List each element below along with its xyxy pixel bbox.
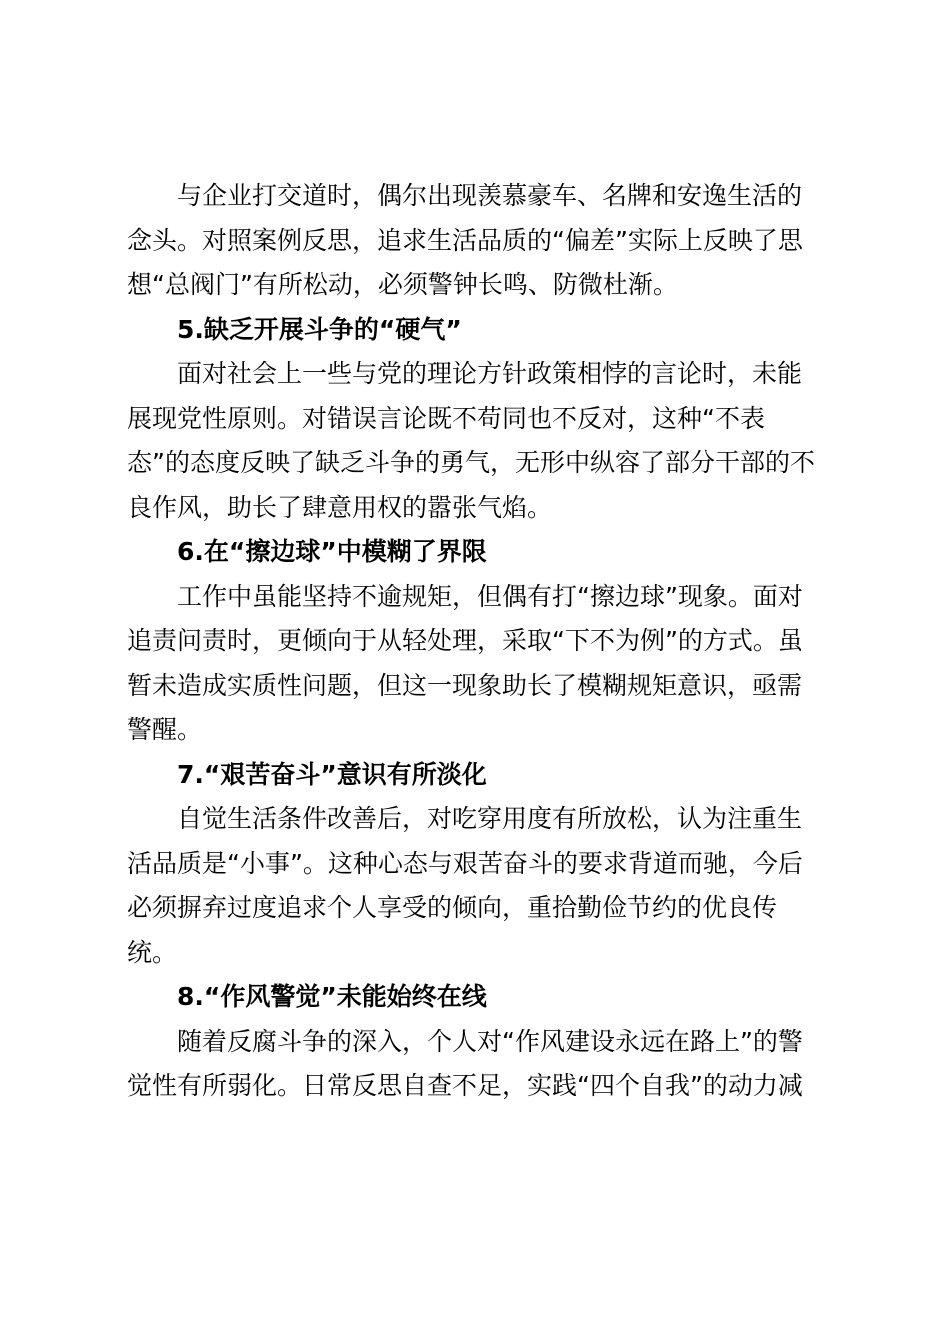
- paragraph-section-6: [127, 575, 827, 753]
- paragraph-intro: [127, 174, 827, 308]
- paragraph-section-7: [127, 797, 827, 975]
- paragraph-section-5: [127, 352, 827, 530]
- text-line: 追责问责时，更倾向于从轻处理，采取“下不为例”的方式。虽: [127, 626, 803, 655]
- section-heading-8: 8.“作风警觉”未能始终在线: [177, 982, 487, 1011]
- document-page: [127, 174, 827, 1109]
- text-line: 活品质是“小事”。这种心态与艰苦奋斗的要求背道而驰，今后: [127, 848, 803, 878]
- text-line: 念头。对照案例反思，追求生活品质的“偏差”实际上反映了思: [127, 225, 803, 255]
- text-line: 自觉生活条件改善后，对吃穿用度有所放松，认为注重生: [177, 804, 803, 833]
- text-line: 警醒。: [127, 715, 203, 744]
- section-heading-7: 7.“艰苦奋斗”意识有所淡化: [177, 759, 487, 789]
- text-line: 展现党性原则。对错误言论既不苟同也不反对，这种“不表: [127, 403, 765, 433]
- text-line: 想“总阀门”有所松动，必须警钟长鸣、防微杜渐。: [127, 270, 678, 299]
- paragraph-section-8: [127, 1020, 827, 1109]
- text-line: 良作风，助长了肆意用权的嚣张气焰。: [127, 492, 553, 522]
- text-line: 觉性有所弱化。日常反思自查不足，实践“四个自我”的动力减: [127, 1071, 803, 1100]
- section-heading-6: 6.在“擦边球”中模糊了界限: [177, 537, 487, 566]
- text-line: 态”的态度反映了缺乏斗争的勇气，无形中纵容了部分干部的不: [127, 448, 815, 477]
- text-line: 随着反腐斗争的深入，个人对“作风建设永远在路上”的警: [177, 1026, 803, 1056]
- section-heading-5: 5.缺乏开展斗争的“硬气”: [177, 314, 462, 344]
- text-line: 必须摒弃过度追求个人享受的倾向，重拾勤俭节约的优良传: [127, 893, 778, 922]
- text-line: 统。: [127, 937, 178, 967]
- text-line: 工作中虽能坚持不逾规矩，但偶有打“擦边球”现象。面对: [177, 581, 803, 611]
- text-line: 面对社会上一些与党的理论方针政策相悖的言论时，未能: [177, 359, 803, 388]
- text-line: 与企业打交道时，偶尔出现羡慕豪车、名牌和安逸生活的: [177, 181, 803, 210]
- text-line: 暂未造成实质性问题，但这一现象助长了模糊规矩意识，亟需: [127, 670, 803, 700]
